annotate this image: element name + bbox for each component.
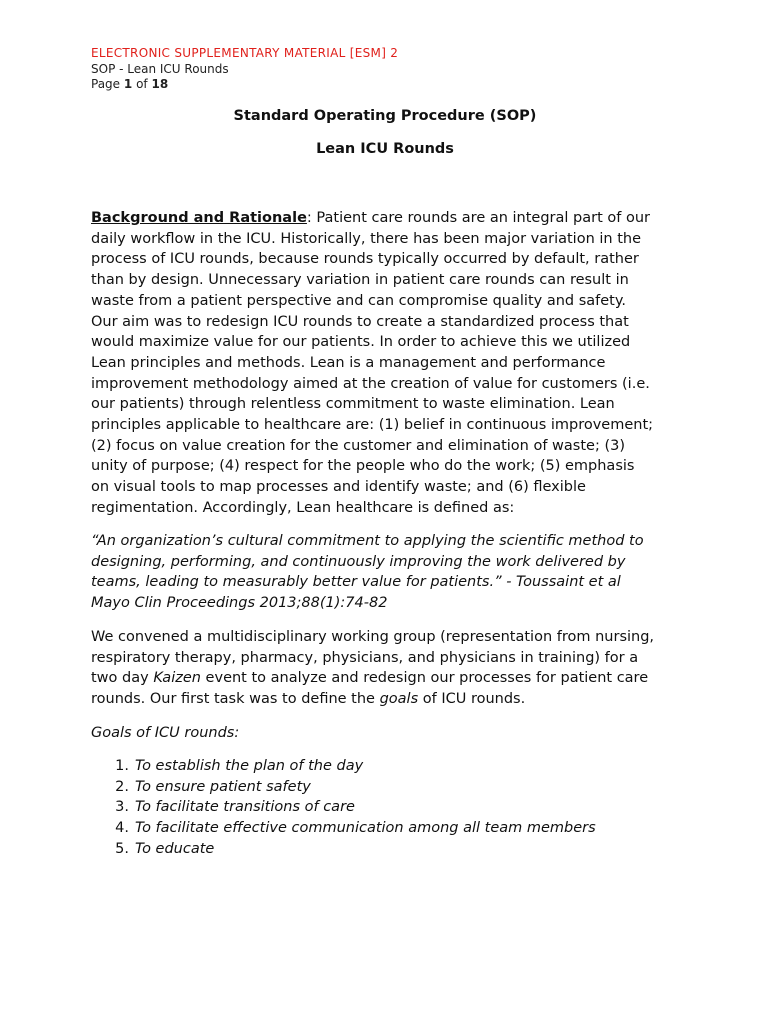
goal-text: To ensure patient safety <box>135 778 311 795</box>
quote-line: “An organization’s cultural commitment to applying the scientific method to <box>91 533 644 549</box>
paragraph-line: two day Kaizen event to analyze and redesign our processes for patient care <box>91 670 649 687</box>
goal-text: To establish the plan of the day <box>135 758 364 774</box>
paragraph-line: than by design. Unnecessary variation in patient care rounds can result in <box>91 272 629 289</box>
list-number: 2. <box>115 778 129 795</box>
paragraph-line: improvement methodology aimed at the creation of value for customers (i.e. <box>91 375 650 392</box>
document-title: Standard Operating Procedure (SOP) <box>233 108 537 124</box>
goals-heading: Goals of ICU rounds: <box>91 725 240 741</box>
goal-text: To facilitate effective communication among all team members <box>135 820 596 837</box>
header-doc-title: SOP - Lean ICU Rounds <box>91 61 229 76</box>
kaizen-term: Kaizen <box>153 670 201 687</box>
paragraph-line: rounds. Our first task was to define the goals of ICU rounds. <box>91 691 526 708</box>
list-number: 5. <box>115 840 129 857</box>
list-item <box>91 756 691 777</box>
esm-label: ELECTRONIC SUPPLEMENTARY MATERIAL [ESM] 2 <box>91 46 399 60</box>
page-number: Page 1 of 18 <box>91 77 169 91</box>
list-item <box>91 777 691 798</box>
list-item <box>91 839 691 860</box>
paragraph-line: our patients) through relentless commitment to waste elimination. Lean <box>91 396 615 413</box>
running-header <box>91 46 398 93</box>
quote-line: teams, leading to measurably better value for patients.” - Toussaint et al <box>91 574 621 591</box>
paragraph-line: principles applicable to healthcare are: (1) belief in continuous improvement; <box>91 417 654 434</box>
list-number: 4. <box>115 820 129 837</box>
paragraph-line: would maximize value for our patients. In order to achieve this we utilized <box>91 334 631 351</box>
document-subtitle: Lean ICU Rounds <box>316 141 454 157</box>
list-item <box>91 818 691 839</box>
paragraph-line: (2) focus on value creation for the customer and elimination of waste; (3) <box>91 437 625 454</box>
quote-line: designing, performing, and continuously improving the work delivered by <box>91 553 626 570</box>
paragraph-line: regimentation. Accordingly, Lean healthcare is defined as: <box>91 499 515 516</box>
paragraph-line: daily workflow in the ICU. Historically, there has been major variation in the <box>91 230 641 247</box>
paragraph-line: Lean principles and methods. Lean is a management and performance <box>91 354 606 371</box>
goal-text: To educate <box>135 840 215 857</box>
goal-text: To facilitate transitions of care <box>135 799 355 816</box>
paragraph-line: respiratory therapy, pharmacy, physicians, and physicians in training) for a <box>91 649 639 666</box>
list-number: 1. <box>115 758 129 774</box>
goals-list <box>91 756 691 860</box>
paragraph-line: We convened a multidisciplinary working group (representation from nursing, <box>91 629 655 645</box>
background-paragraph <box>91 208 691 519</box>
list-number: 3. <box>115 799 129 816</box>
goals-term: goals <box>379 691 419 708</box>
list-item <box>91 797 691 818</box>
paragraph-line: on visual tools to map processes and identify waste; and (6) flexible <box>91 479 586 496</box>
paragraph-line: Our aim was to redesign ICU rounds to create a standardized process that <box>91 313 629 330</box>
working-group-paragraph <box>91 627 691 710</box>
paragraph-line: unity of purpose; (4) respect for the people who do the work; (5) emphasis <box>91 458 635 475</box>
paragraph-line: Background and Rationale: Patient care rounds are an integral part of our <box>91 210 650 226</box>
lean-definition-quote <box>91 531 691 614</box>
section-label: Background and Rationale <box>91 210 307 226</box>
paragraph-line: process of ICU rounds, because rounds typically occurred by default, rather <box>91 251 639 268</box>
paragraph-line: waste from a patient perspective and can compromise quality and safety. <box>91 292 626 309</box>
quote-citation: Mayo Clin Proceedings 2013;88(1):74-82 <box>91 595 388 612</box>
